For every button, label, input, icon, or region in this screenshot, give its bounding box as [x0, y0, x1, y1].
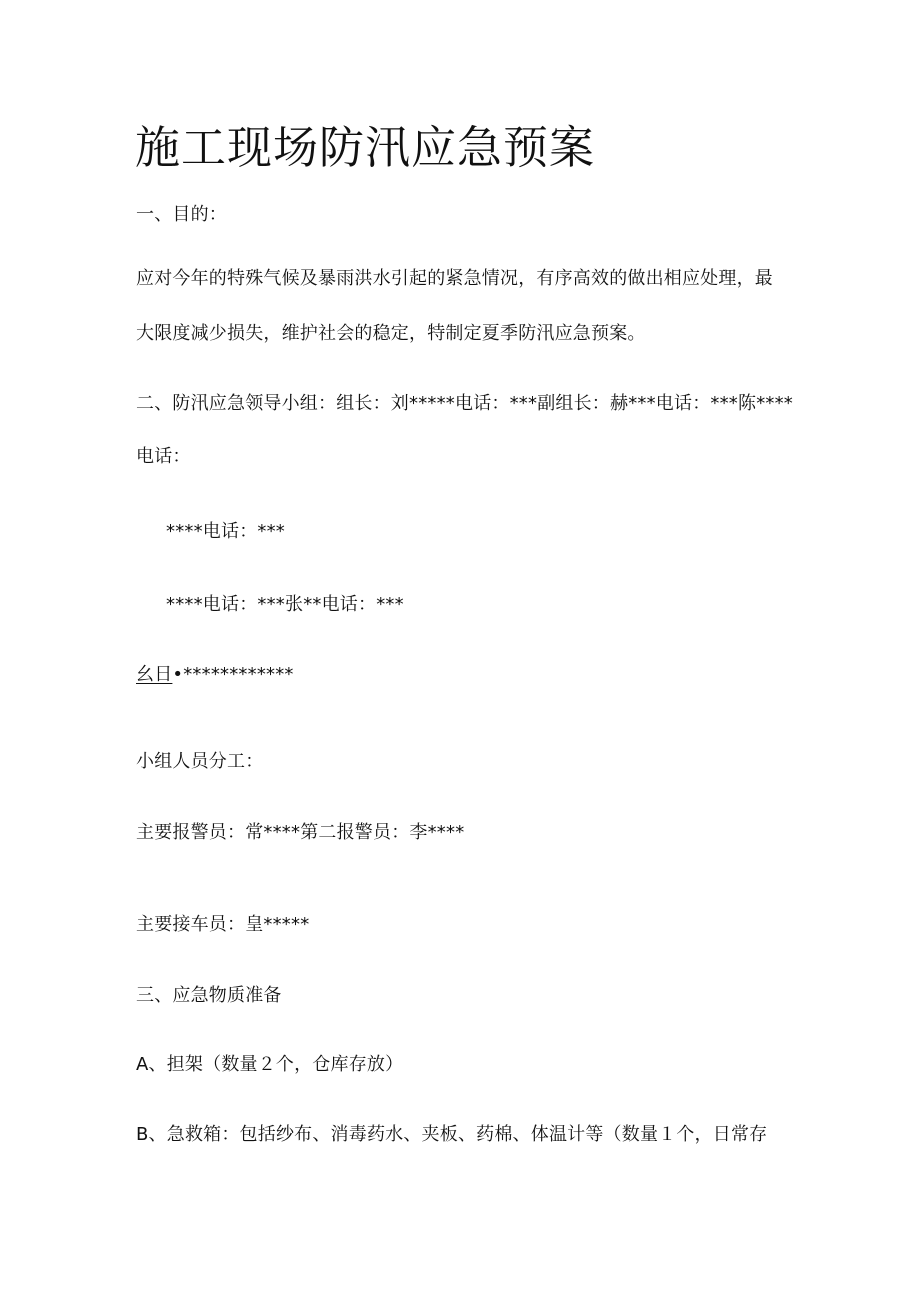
section-2-line-7: 主要报警员：常****第二报警员：李**** — [136, 822, 465, 843]
section-3-heading: 三、应急物质准备 — [136, 985, 282, 1006]
section-3-item-b: B、急救箱：包括纱布、消毒药水、夹板、药棉、体温计等（数量１个，日常存 — [136, 1124, 768, 1145]
underlined-text: 幺日 — [136, 664, 173, 685]
masked-text: •************ — [172, 664, 294, 685]
section-2-line-1: 二、防汛应急领导小组：组长：刘*****电话：***副组长：赫***电话：***陈**** — [136, 393, 793, 414]
section-2-line-2: 电话： — [136, 446, 191, 467]
section-2-line-6: 小组人员分工： — [136, 751, 264, 772]
section-2-line-4: ****电话：***张**电话：*** — [166, 594, 404, 615]
section-2-line-3: ****电话：*** — [166, 521, 285, 542]
section-3-item-a: A、担架（数量２个，仓库存放） — [136, 1054, 404, 1075]
document-title: 施工现场防汛应急预案 — [135, 121, 596, 174]
section-1-heading: 一、目的： — [136, 204, 227, 225]
section-1-body-line-1: 应对今年的特殊气候及暴雨洪水引起的紧急情况，有序高效的做出相应处理，最 — [136, 268, 773, 289]
section-2-line-5 — [136, 663, 294, 687]
section-2-line-8: 主要接车员：皇***** — [136, 914, 310, 935]
section-1-body-line-2: 大限度减少损失，维护社会的稳定，特制定夏季防汛应急预案。 — [136, 323, 646, 344]
